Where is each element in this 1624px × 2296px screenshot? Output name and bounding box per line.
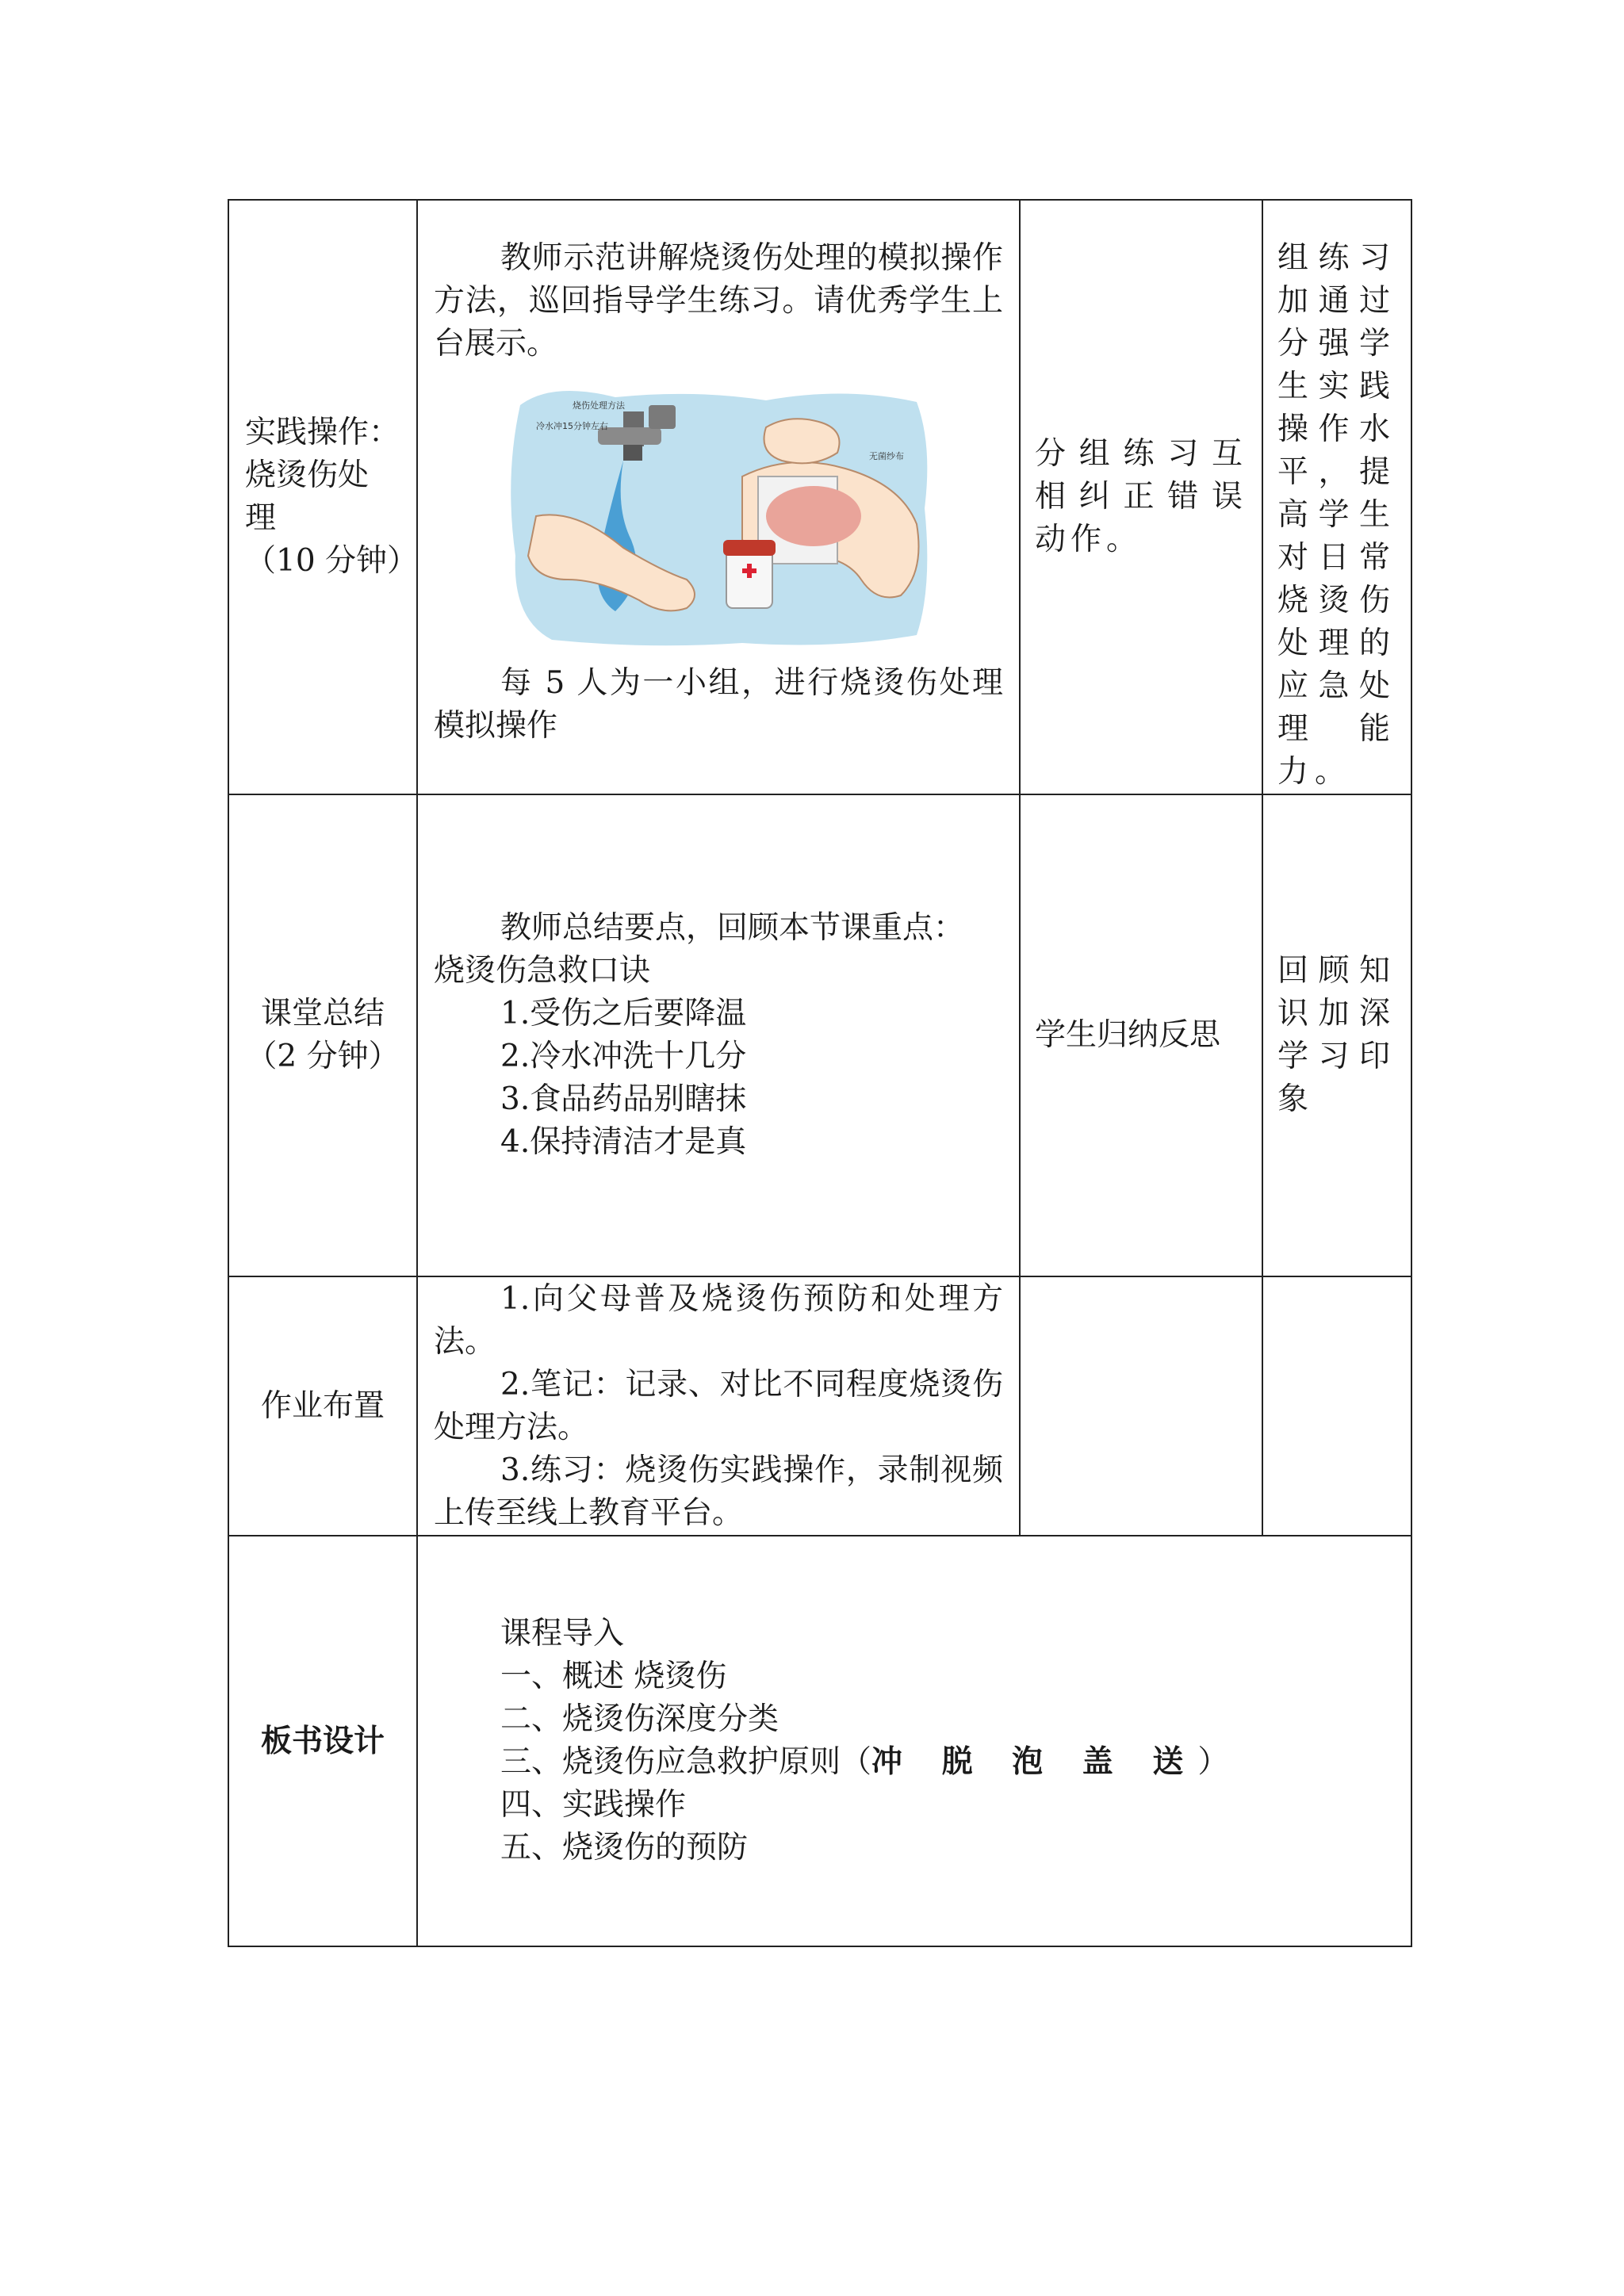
board-line: 五、烧烫伤的预防 [500, 1830, 749, 1866]
summary-row [228, 794, 1411, 1276]
summary-label: 课堂总结 （2 分钟） [246, 996, 400, 1074]
summary-subtitle: 烧烫伤急救口诀 [434, 953, 651, 989]
homework-content-cell [417, 1276, 1020, 1536]
board-line: 四、实践操作 [500, 1787, 687, 1823]
board-line-principles: 三、烧烫伤应急救护原则（冲 脱 泡 盖 送） [500, 1744, 1229, 1780]
board-content-cell [417, 1536, 1411, 1946]
summary-list [434, 993, 1003, 1164]
practice-row [228, 200, 1411, 794]
list-item: 1.受伤之后要降温 [500, 996, 747, 1031]
burn-treatment-illustration [504, 381, 933, 649]
practice-label: 实践操作： 烧烫伤处 理 （10 分钟） [245, 415, 419, 579]
summary-content-cell [417, 794, 1020, 1276]
image-caption-left-sub: 冷水冲15分钟左右 [536, 421, 608, 431]
summary-goal: 回顾知识加深学习印象 [1277, 953, 1396, 1117]
homework-row [228, 1276, 1411, 1536]
board-row [228, 1536, 1411, 1946]
practice-group-note: 每 5 人为一小组，进行烧烫伤处理模拟操作 [434, 665, 1003, 744]
burn-area [766, 486, 861, 546]
homework-item: 2.笔记：记录、对比不同程度烧烫伤处理方法。 [434, 1366, 1003, 1445]
image-caption-left-title: 烧伤处理方法 [573, 400, 625, 411]
practice-goal-cell [1262, 200, 1411, 794]
practice-label-cell [228, 200, 417, 794]
board-line: 二、烧烫伤深度分类 [500, 1701, 779, 1737]
board-line: 课程导入 [500, 1616, 625, 1651]
image-caption-right: 无菌纱布 [869, 451, 904, 461]
helper-hand [764, 419, 840, 463]
board-label-cell [228, 1536, 417, 1946]
practice-goal: 组练习加通过分强学生实践操作水平，提高学生对日常烧烫伤处理的应急处理能力。 [1277, 240, 1396, 790]
list-item: 2.冷水冲洗十几分 [500, 1039, 747, 1074]
summary-student-activity: 学生归纳反思 [1035, 1017, 1221, 1053]
practice-student-cell [1020, 200, 1262, 794]
board-line: 一、概述 烧烫伤 [500, 1659, 727, 1694]
summary-label-cell [228, 794, 417, 1276]
summary-goal-cell [1262, 794, 1411, 1276]
homework-label-cell [228, 1276, 417, 1536]
summary-intro: 教师总结要点，回顾本节课重点： [500, 910, 965, 946]
principle-keywords: 冲 脱 泡 盖 送 [871, 1744, 1198, 1780]
homework-item: 1.向父母普及烧烫伤预防和处理方法。 [434, 1280, 1003, 1360]
homework-label: 作业布置 [260, 1387, 385, 1424]
practice-description: 教师示范讲解烧烫伤处理的模拟操作方法，巡回指导学生练习。请优秀学生上台展示。 [434, 240, 1003, 362]
homework-item: 3.练习：烧烫伤实践操作，录制视频上传至线上教育平台。 [434, 1452, 1003, 1531]
lesson-plan-table [228, 199, 1412, 1947]
summary-student-cell [1020, 794, 1262, 1276]
homework-student-cell [1020, 1276, 1262, 1536]
practice-content-cell [417, 200, 1020, 794]
list-item: 3.食品药品别瞎抹 [500, 1081, 747, 1117]
homework-goal-cell [1262, 1276, 1411, 1536]
list-item: 4.保持清洁才是真 [500, 1124, 747, 1160]
medicine-jar-icon [723, 540, 776, 608]
practice-student-activity: 分组练习互相纠正错误动作。 [1035, 436, 1247, 557]
board-label: 板书设计 [260, 1723, 385, 1759]
